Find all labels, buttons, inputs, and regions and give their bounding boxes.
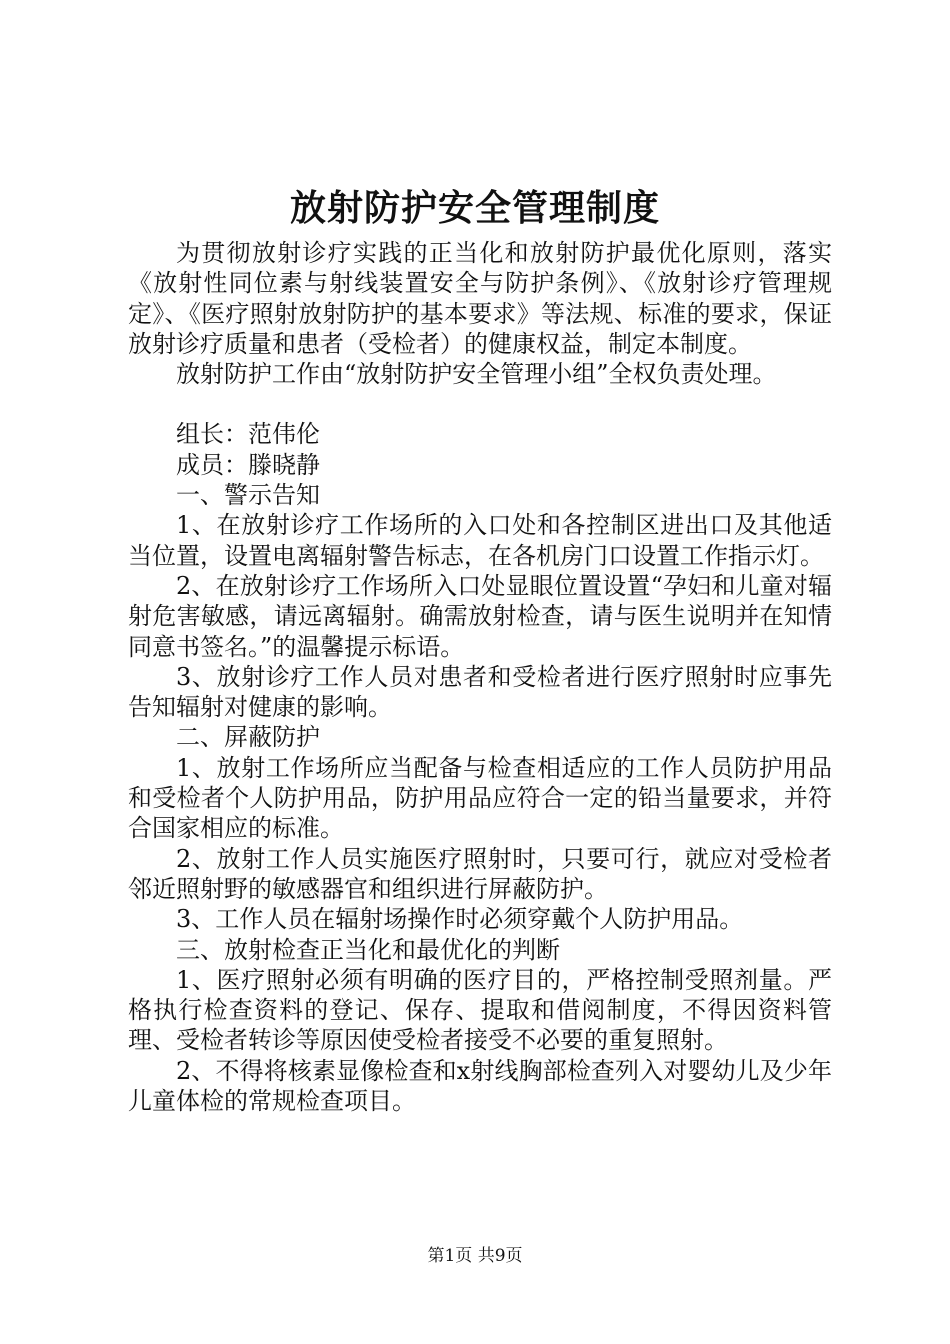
paragraph-warning-2: 2、在放射诊疗工作场所入口处显眼位置设置“孕妇和儿童对辐射危害敏感，请远离辐射。确需放射检查，请与医生说明并在知情同意书签名。”的温馨提示标语。 [128, 571, 832, 661]
document-body [128, 238, 832, 1116]
paragraph-warning-3: 3、放射诊疗工作人员对患者和受检者进行医疗照射时应事先告知辐射对健康的影响。 [128, 662, 832, 722]
paragraph-justification-1: 1、医疗照射必须有明确的医疗目的，严格控制受照剂量。严格执行检查资料的登记、保存、提取和借阅制度，不得因资料管理、受检者转诊等原因使受检者接受不必要的重复照射。 [128, 965, 832, 1055]
paragraph-warning-1: 1、在放射诊疗工作场所的入口处和各控制区进出口及其他适当位置，设置电离辐射警告标志，在各机房门口设置工作指示灯。 [128, 511, 832, 570]
paragraph-shielding-2: 2、放射工作人员实施医疗照射时，只要可行，就应对受检者邻近照射野的敏感器官和组织进行屏蔽防护。 [128, 844, 832, 903]
page-number-footer: 第1页 共9页 [427, 1246, 523, 1266]
section-heading-justification: 三、放射检查正当化和最优化的判断 [176, 935, 560, 964]
paragraph-members: 成员：滕晓静 [176, 450, 320, 479]
paragraph-justification-2: 2、不得将核素显像检查和x射线胸部检查列入对婴幼儿及少年儿童体检的常规检查项目。 [128, 1056, 832, 1116]
paragraph-shielding-1: 1、放射工作场所应当配备与检查相适应的工作人员防护用品和受检者个人防护用品，防护用品应符合一定的铅当量要求，并符合国家相应的标准。 [128, 753, 832, 843]
paragraph-intro: 为贯彻放射诊疗实践的正当化和放射防护最优化原则，落实《放射性同位素与射线装置安全与防护条例》、《放射诊疗管理规定》、《医疗照射放射防护的基本要求》等法规、标准的要求，保证放射诊疗质量和患者（受检者）的健康权益，制定本制度。 [128, 239, 832, 358]
paragraph-shielding-3: 3、工作人员在辐射场操作时必须穿戴个人防护用品。 [176, 905, 744, 934]
document-title: 放射防护安全管理制度 [289, 187, 660, 229]
section-heading-warning: 一、警示告知 [176, 481, 320, 510]
paragraph-group-leader: 组长：范伟伦 [176, 420, 320, 449]
paragraph-responsibility: 放射防护工作由“放射防护安全管理小组”全权负责处理。 [176, 360, 777, 389]
section-heading-shielding: 二、屏蔽防护 [176, 723, 320, 752]
